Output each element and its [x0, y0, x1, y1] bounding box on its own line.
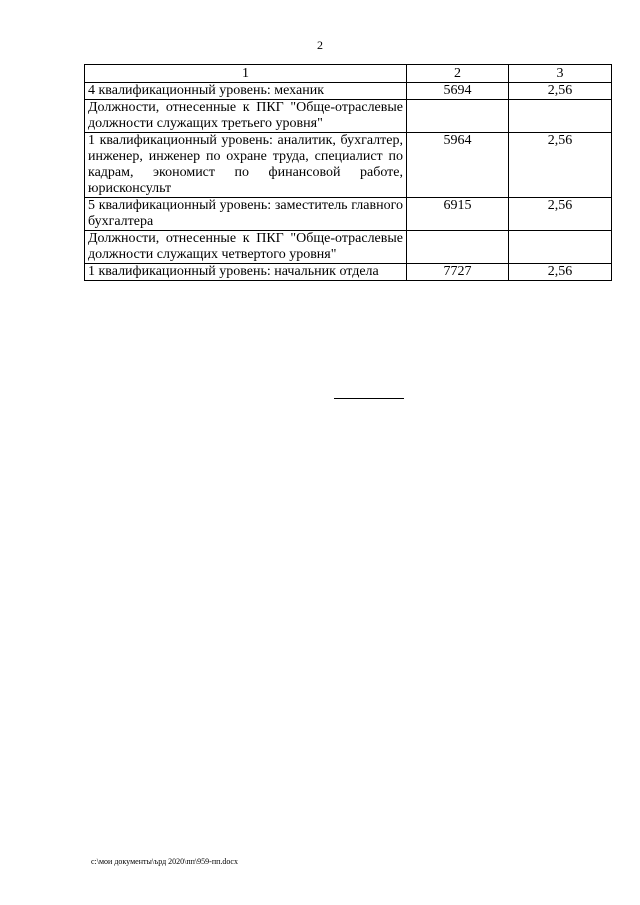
table-header-row: [85, 65, 612, 83]
salary-value-cell: [407, 100, 509, 133]
coefficient-cell: [509, 231, 612, 264]
table-row: [85, 133, 612, 198]
coefficient-cell: 2,56: [509, 198, 612, 231]
coefficient-cell: 2,56: [509, 83, 612, 100]
coefficient-cell: 2,56: [509, 133, 612, 198]
salary-table: [84, 64, 612, 281]
column-header: 3: [509, 65, 612, 83]
coefficient-cell: [509, 100, 612, 133]
salary-value-cell: [407, 231, 509, 264]
table-row: [85, 231, 612, 264]
position-name-cell: 4 квалификационный уровень: механик: [85, 83, 407, 100]
position-name-cell: 1 квалификационный уровень: начальник отдела: [85, 264, 407, 281]
column-header: 1: [85, 65, 407, 83]
coefficient-cell: 2,56: [509, 264, 612, 281]
table-row: [85, 198, 612, 231]
position-name-cell: 1 квалификационный уровень: аналитик, бухгалтер, инженер, инженер по охране труда, специалист по кадрам, экономист по финансовой работе, юрисконсульт: [85, 133, 407, 198]
footer-file-path: c:\мои документы\ърд 2020\пп\959-пп.docx: [91, 857, 238, 866]
position-name-cell: 5 квалификационный уровень: заместитель главного бухгалтера: [85, 198, 407, 231]
salary-value-cell: 7727: [407, 264, 509, 281]
salary-value-cell: 5694: [407, 83, 509, 100]
page-number: 2: [317, 38, 323, 52]
end-separator-line: [334, 398, 404, 399]
position-group-cell: Должности, отнесенные к ПКГ "Обще-отраслевые должности служащих третьего уровня": [85, 100, 407, 133]
position-group-cell: Должности, отнесенные к ПКГ "Обще-отраслевые должности служащих четвертого уровня": [85, 231, 407, 264]
salary-value-cell: 6915: [407, 198, 509, 231]
salary-value-cell: 5964: [407, 133, 509, 198]
table-row: [85, 264, 612, 281]
column-header: 2: [407, 65, 509, 83]
table-row: [85, 83, 612, 100]
table-row: [85, 100, 612, 133]
